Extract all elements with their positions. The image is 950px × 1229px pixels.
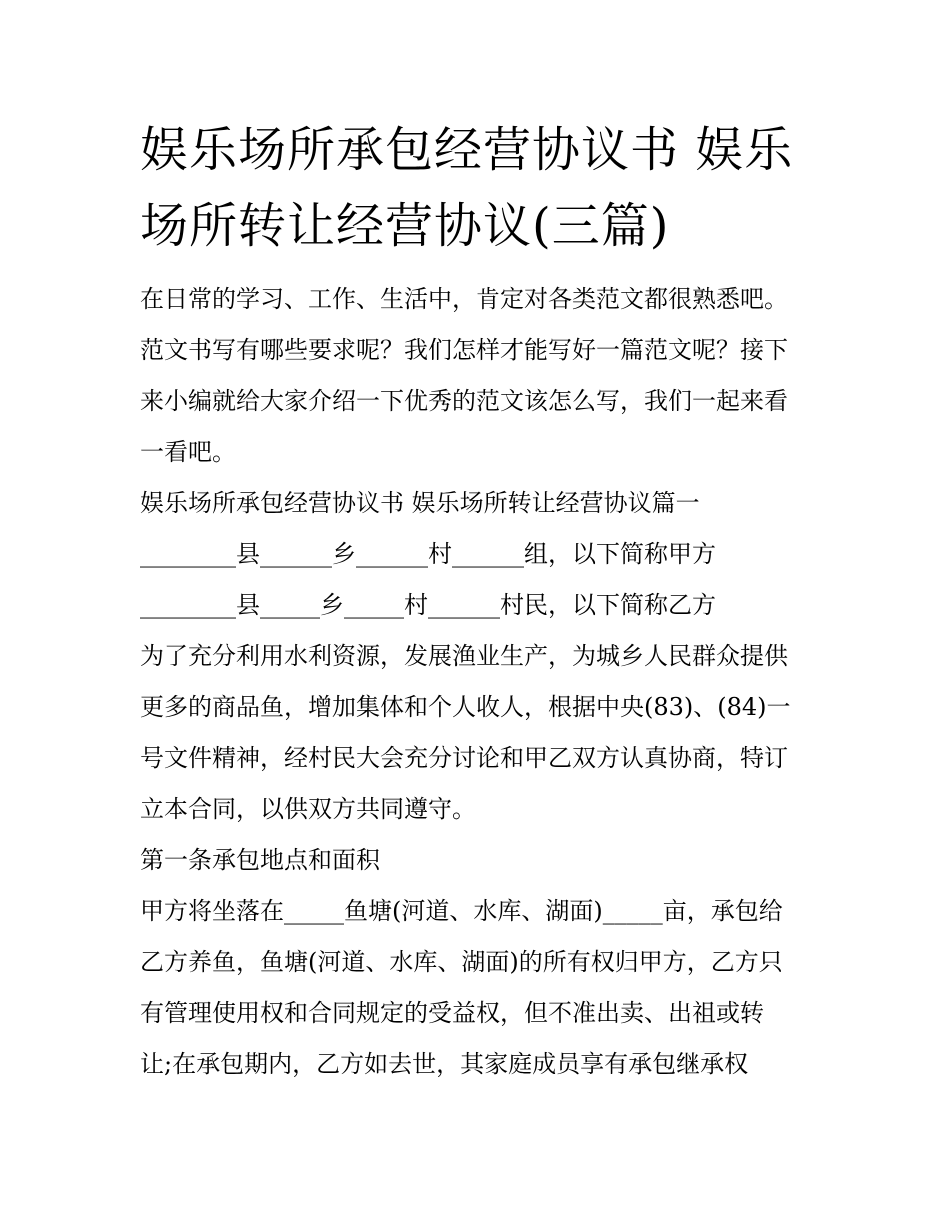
paragraph-line: 乙方养鱼，鱼塘(河道、水库、湖面)的所有权归甲方，乙方只	[140, 948, 783, 976]
party-b-line: ________县_____乡_____村______村民，以下简称乙方	[140, 591, 716, 619]
paragraph-line: 有管理使用权和合同规定的受益权，但不准出卖、出祖或转	[140, 999, 764, 1027]
paragraph-line: 让;在承包期内，乙方如去世，其家庭成员享有承包继承权	[140, 1050, 749, 1078]
paragraph-line: 为了充分利用水利资源，发展渔业生产，为城乡人民群众提供	[140, 642, 788, 670]
section-heading: 娱乐场所承包经营协议书 娱乐场所转让经营协议篇一	[140, 489, 700, 517]
paragraph-line: 号文件精神，经村民大会充分讨论和甲乙双方认真协商，特订	[140, 744, 788, 772]
article-heading: 第一条承包地点和面积	[140, 846, 380, 874]
title-line-1: 娱乐场所承包经营协议书 娱乐	[140, 122, 794, 178]
party-a-line: ________县______乡______村______组，以下简称甲方	[140, 540, 716, 568]
document-title	[140, 112, 820, 264]
title-line-2: 场所转让经营协议(三篇)	[140, 198, 670, 254]
document-content	[140, 112, 820, 1090]
paragraph-line: 范文书写有哪些要求呢？我们怎样才能写好一篇范文呢？接下	[140, 336, 788, 364]
paragraph-line: 一看吧。	[140, 438, 236, 466]
paragraph-line: 立本合同，以供双方共同遵守。	[140, 795, 476, 823]
paragraph-line: 甲方将坐落在_____鱼塘(河道、水库、湖面)_____亩，承包给	[140, 897, 783, 925]
paragraph-line: 来小编就给大家介绍一下优秀的范文该怎么写，我们一起来看	[140, 387, 788, 415]
paragraph-line: 在日常的学习、工作、生活中，肯定对各类范文都很熟悉吧。	[140, 285, 788, 313]
paragraph-line: 更多的商品鱼，增加集体和个人收人，根据中央(83)、(84)一	[140, 693, 791, 721]
